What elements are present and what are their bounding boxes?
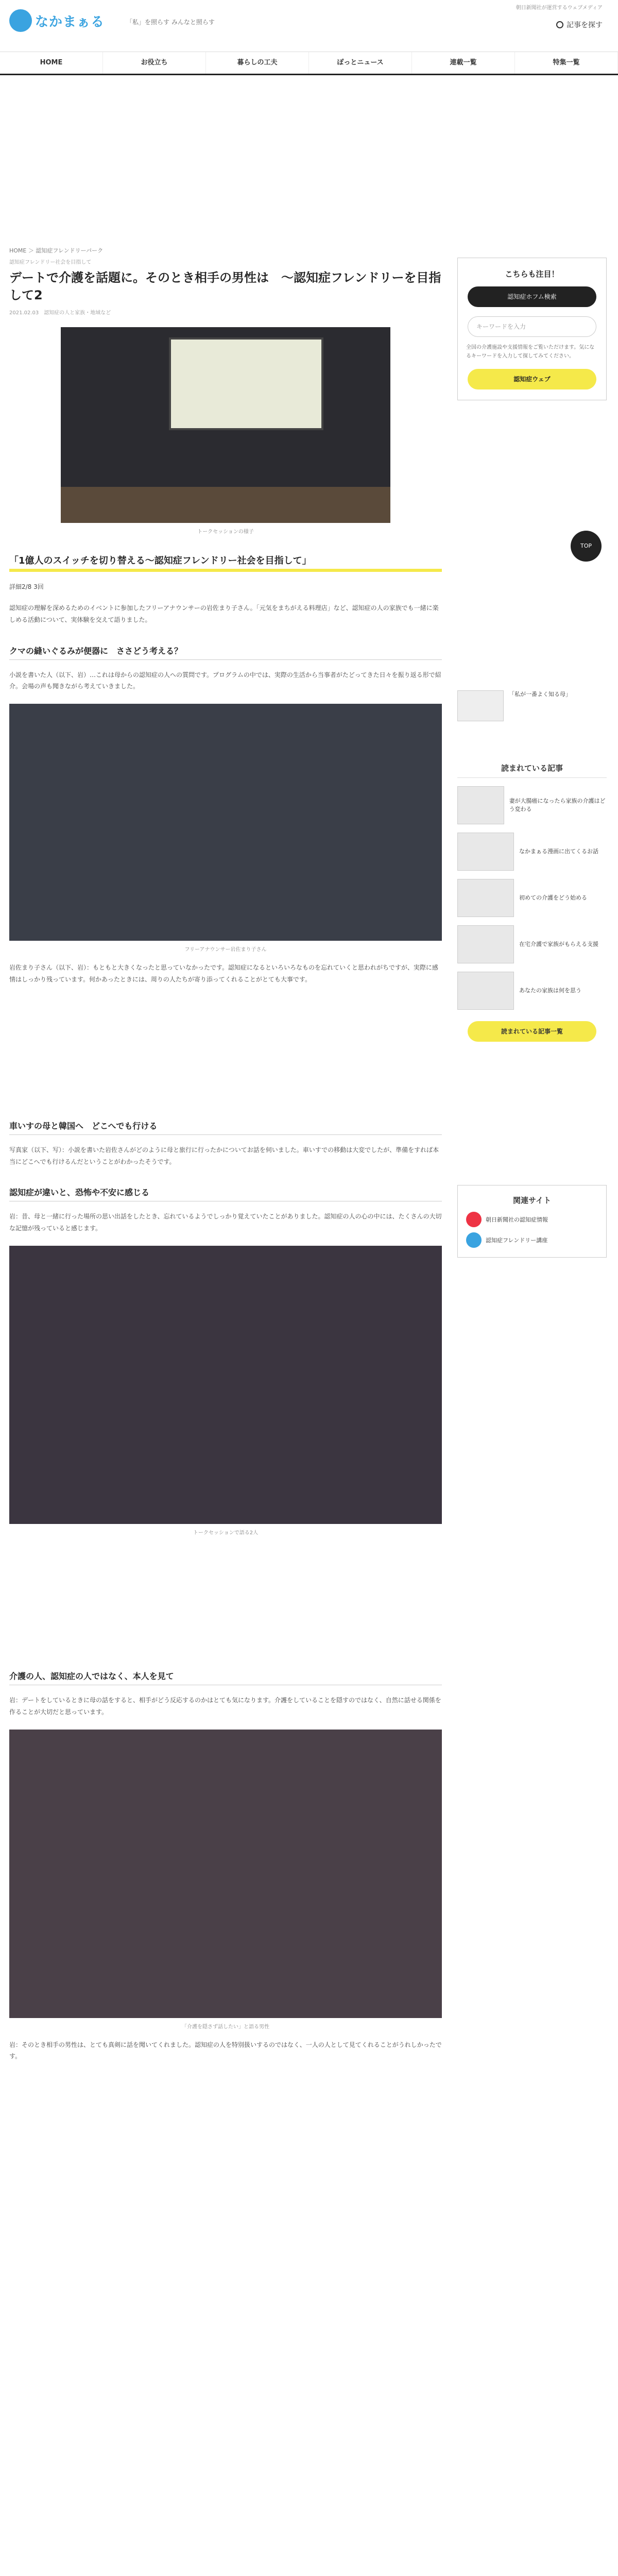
paragraph: 岩：デートをしているときに母の話をすると、相手がどう反応するのかはとても気になります。介護をしていることを隠すのではなく、自然に話せる関係を作ることが大切だと思っています。 — [9, 1696, 441, 1716]
facility-search-button[interactable]: 認知症ホフム検索 — [468, 286, 596, 307]
related-title: 関連サイト — [513, 1196, 551, 1205]
subheading: 車いすの母と韓国へ どこへでも行ける — [9, 1120, 442, 1135]
site-logo-icon — [466, 1232, 482, 1248]
search-icon — [556, 21, 563, 28]
ranking-item-title: 妻が大腸癌になったら家族の介護はどう変わる — [509, 797, 606, 812]
speaker-photo — [9, 1730, 442, 2018]
session-photo — [9, 1246, 442, 1524]
photo-caption: 「介護を隠さず話したい」と語る男性 — [182, 2024, 269, 2030]
sidebar — [457, 258, 607, 400]
featured-box-title: こちらも注目！ — [505, 269, 559, 279]
hero-caption: トークセッションの様子 — [197, 529, 254, 535]
article-thumbnail — [457, 786, 504, 824]
site-header — [0, 0, 618, 46]
related-item[interactable] — [466, 1212, 598, 1227]
logo-icon[interactable] — [9, 9, 32, 32]
article-main — [9, 258, 442, 2062]
article-thumbnail — [457, 925, 514, 963]
speaker-photo — [9, 704, 442, 941]
search-label: 記事を探す — [566, 21, 603, 29]
ranking-title: 読まれている記事 — [457, 762, 607, 778]
ranking-item-title: 在宅介護で家族がもらえる支援 — [519, 940, 598, 947]
nav-item-tips[interactable]: お役立ち — [103, 52, 206, 74]
site-logo-icon — [466, 1212, 482, 1227]
paragraph: 岩：昔、母と一緒に行った場所の思い出話をしたとき、忘れているようでしっかり覚えていたことがありました。認知症の人の心の中には、たくさんの大切な記憶が残っていると感じます。 — [9, 1213, 442, 1232]
nav-item-features[interactable]: 特集一覧 — [515, 52, 618, 74]
site-logo[interactable]: なかまぁる — [35, 14, 105, 30]
nav-item-life[interactable]: 暮らしの工夫 — [206, 52, 309, 74]
nav-item-news[interactable]: ぽっとニュース — [309, 52, 412, 74]
article-thumbnail — [457, 972, 514, 1010]
hero-image — [61, 327, 390, 523]
ranking-item[interactable] — [457, 879, 607, 917]
article-title: デートで介護を話題に。そのとき相手の男性は 〜認知症フレンドリーを目指して2 — [9, 270, 441, 302]
photo-caption: フリーアナウンサー岩佐まり子さん — [184, 947, 267, 953]
search-button[interactable] — [556, 20, 603, 30]
paragraph: 認知症の理解を深めるためのイベントに参加したフリーアナウンサーの岩佐まり子さん。「元気をまちがえる料理店」など、認知症の人の家族でも一緒に楽しめる活動について、実体験を交えて語りました。 — [9, 604, 439, 623]
header-note: 朝日新聞社が運営するウェブメディア — [516, 5, 603, 11]
keyword-input[interactable]: キーワードを入力 — [468, 316, 596, 337]
related-sites — [457, 1185, 607, 1258]
article-thumbnail — [457, 879, 514, 917]
paragraph: 写真家（以下、写）：小説を書いた岩佐さんがどのように母と旅行に行ったかについてお話を伺いました。車いすでの移動は大変でしたが、準備をすれば本当にどこへでも行けるんだということがわかったそうです。 — [9, 1146, 439, 1165]
back-to-top-button[interactable]: TOP — [571, 531, 602, 562]
stage — [61, 487, 390, 523]
article-thumbnail — [457, 690, 504, 721]
date-line: 詳細2/8 3回 — [9, 583, 44, 591]
paragraph: 岩佐まり子さん（以下、岩）：もともと大きくなったと思っていなかったです。認知症になるといろいろなものを忘れていくと思われがちですが、実際に感情はしっかり残っています。何かあったときには、周りの人たちが寄り添ってくれることがとても大事です。 — [9, 964, 438, 983]
web-button[interactable]: 認知症ウェブ — [468, 369, 596, 389]
related-item-label: 認知症フレンドリー講座 — [486, 1237, 548, 1244]
related-item[interactable] — [466, 1232, 598, 1248]
featured-box — [457, 258, 607, 400]
article-meta: 2021.02.03 認知症の人と家族・地域など — [9, 310, 111, 316]
ranking-box — [457, 762, 607, 1042]
subheading: 介護の人、認知症の人ではなく、本人を見て — [9, 1670, 442, 1685]
ranking-item[interactable] — [457, 833, 607, 871]
ranking-item[interactable] — [457, 786, 607, 824]
related-item-label: 朝日新聞社の認知症情報 — [486, 1216, 548, 1223]
global-nav — [0, 52, 618, 75]
breadcrumb[interactable]: HOME ＞ 認知症フレンドリーパーク — [9, 247, 104, 254]
ranking-item-title: なかまぁる漫画に出てくるお話 — [519, 848, 598, 855]
ranking-item-title: 初めての介護をどう始める — [519, 894, 587, 901]
sidebar-note: 全国の介護施設や支援情報をご覧いただけます。気になるキーワードを入力して探してみてください。 — [466, 345, 595, 359]
nav-item-series[interactable]: 連載一覧 — [412, 52, 515, 74]
ranking-item-title: あなたの家族は何を思う — [519, 987, 581, 994]
ranking-more-button[interactable]: 読まれている記事一覧 — [468, 1021, 596, 1042]
paragraph: 岩：そのとき相手の男性は、とても真剣に話を聞いてくれました。認知症の人を特別扱いするのではなく、一人の人として見てくれることがうれしかったです。 — [9, 2041, 442, 2060]
subheading: クマの縫いぐるみが便器に ささどう考える？ — [9, 645, 442, 660]
featured-article-title: 「私が一番よく知る母」 — [509, 691, 571, 698]
ranking-item[interactable] — [457, 972, 607, 1010]
featured-article[interactable] — [457, 690, 607, 721]
category-label[interactable]: 認知症フレンドリー社会を目指して — [9, 260, 92, 265]
ranking-item[interactable] — [457, 925, 607, 963]
subheading: 認知症が違いと、恐怖や不安に感じる — [9, 1186, 442, 1201]
presentation-screen — [169, 337, 323, 430]
article-thumbnail — [457, 833, 514, 871]
section-heading: 「1億人のスイッチを切り替える〜認知症フレンドリー社会を目指して」 — [9, 553, 442, 572]
paragraph: 小説を書いた人（以下、岩）…これは母からの認知症の人への質問です。プログラムの中では、実際の生活から当事者がたどってきた日々を振り返る形で紹介。会場の声も聞きながら考えていきました。 — [9, 671, 441, 690]
photo-caption: トークセッションで語る2人 — [193, 1530, 259, 1536]
nav-item-home[interactable]: HOME — [0, 52, 103, 74]
site-tagline: 「私」を照らす みんなと照らす — [126, 19, 215, 26]
